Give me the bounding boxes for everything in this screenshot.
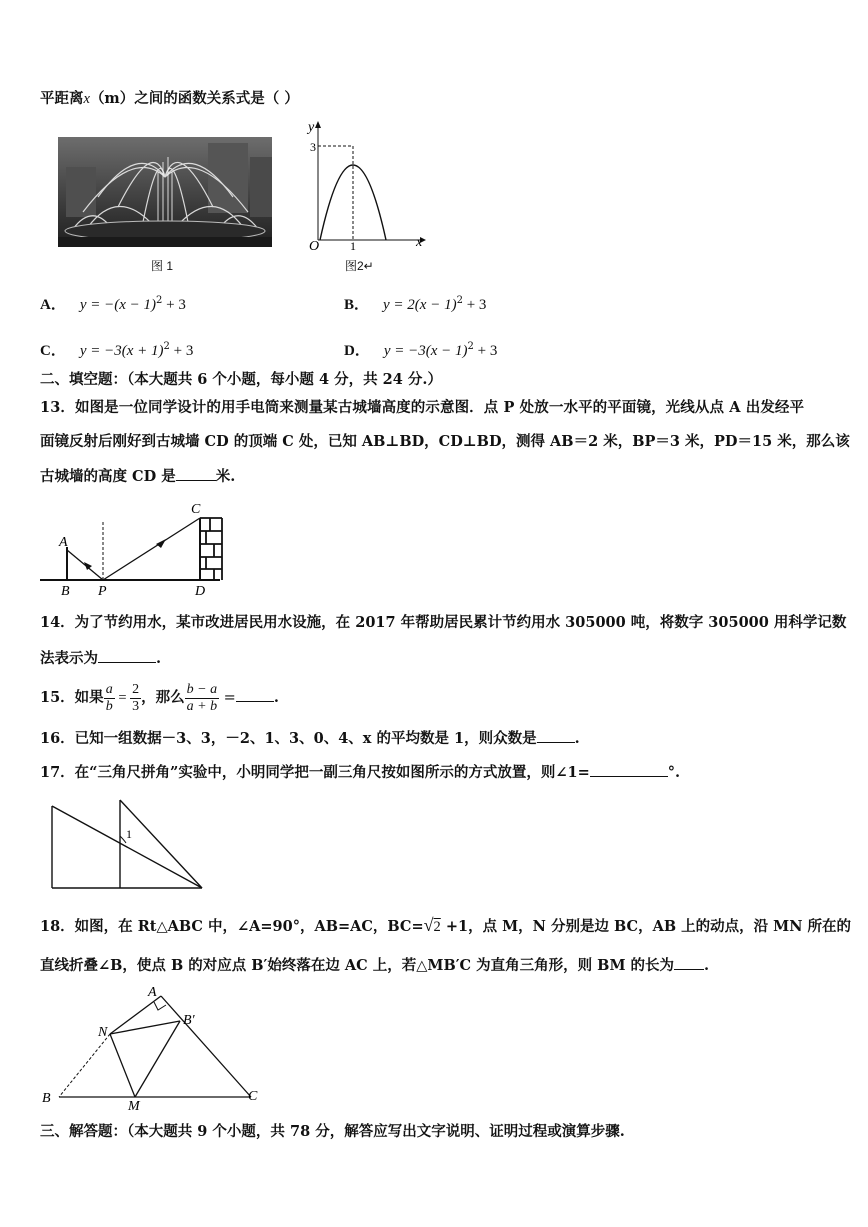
svg-text:P: P bbox=[98, 584, 107, 599]
q17-figure bbox=[52, 798, 212, 893]
q15-answer-blank[interactable] bbox=[236, 687, 274, 702]
q16-line: 16．已知一组数据－3、3，－2、1、3、0、4、x 的平均数是 1，则众数是 . bbox=[40, 730, 580, 747]
svg-text:B: B bbox=[42, 1091, 51, 1106]
option-b[interactable]: B． $y = 2(x - 1)^2 + 3$ bbox=[344, 295, 487, 313]
svg-text:D: D bbox=[195, 584, 206, 599]
q18-figure bbox=[38, 984, 268, 1114]
svg-text:A: A bbox=[148, 985, 157, 1000]
svg-text:M: M bbox=[128, 1099, 140, 1114]
q14-line1: 14．为了节约用水，某市改进居民用水设施，在 2017 年帮助居民累计节约用水 305000 吨，将数字 305000 用科学记数 bbox=[40, 614, 847, 631]
fig2-caption: 图2↵ bbox=[345, 259, 374, 273]
svg-text:C: C bbox=[248, 1089, 258, 1104]
q18-answer-blank[interactable] bbox=[674, 955, 704, 970]
svg-text:N: N bbox=[98, 1025, 108, 1040]
q15-line: 15．如果 $\frac{a}{b}$ = $\frac{2}{3}$ ，那么 $\frac{b - a}{a + b}$ = . bbox=[40, 681, 279, 714]
parabola-graph bbox=[298, 118, 428, 253]
q12-stem: 平距离x（m）之间的函数关系式是（ ） bbox=[40, 90, 299, 107]
x-axis-label: x bbox=[416, 235, 423, 250]
option-d[interactable]: D． $y = -3(x - 1)^2 + 3$ bbox=[344, 341, 498, 359]
fig1-caption: 图 1 bbox=[151, 259, 174, 273]
q13-answer-blank[interactable] bbox=[176, 466, 216, 481]
svg-text:B′: B′ bbox=[183, 1013, 195, 1028]
y-axis-label: y bbox=[308, 120, 315, 135]
xtick-label: 1 bbox=[350, 239, 356, 253]
section2-title: 二、填空题：（本大题共 6 个小题，每小题 4 分，共 24 分.） bbox=[40, 371, 442, 388]
q13-line3: 古城墙的高度 CD 是 米. bbox=[40, 468, 236, 485]
q13-line2: 面镜反射后刚好到古城墙 CD 的顶端 C 处，已知 AB⊥BD，CD⊥BD，测得 AB＝2 米，BP＝3 米，PD＝15 米，那么该 bbox=[40, 433, 850, 450]
svg-text:A: A bbox=[59, 535, 68, 550]
q13-figure bbox=[40, 500, 230, 600]
wall-bricks bbox=[200, 518, 222, 580]
q13-line1: 13．如图是一位同学设计的用手电筒来测量某古城墙高度的示意图．点 P 处放一水平的平面镜，光线从点 A 出发经平 bbox=[40, 399, 805, 416]
q18-line1: 18．如图，在 Rt△ABC 中，∠A=90°，AB=AC，BC=√2 +1，点 M，N 分别是边 BC，AB 上的动点，沿 MN 所在的 bbox=[40, 915, 852, 935]
option-c[interactable]: C． $y = -3(x + 1)^2 + 3$ bbox=[40, 341, 194, 359]
section3-title: 三、解答题：（本大题共 9 个小题，共 78 分，解答应写出文字说明、证明过程或演算步骤. bbox=[40, 1123, 625, 1140]
svg-text:B: B bbox=[61, 584, 70, 599]
q16-answer-blank[interactable] bbox=[537, 728, 575, 743]
q17-answer-blank[interactable] bbox=[590, 762, 668, 777]
svg-text:C: C bbox=[191, 502, 201, 517]
q17-line: 17．在“三角尺拼角”实验中，小明同学把一副三角尺按如图所示的方式放置，则∠1= °. bbox=[40, 764, 681, 781]
origin-label: O bbox=[309, 239, 320, 254]
option-a[interactable]: A． $y = -(x - 1)^2 + 3$ bbox=[40, 295, 186, 313]
q14-answer-blank[interactable] bbox=[98, 648, 156, 663]
angle-1-label: 1 bbox=[126, 827, 132, 841]
q18-line2: 直线折叠∠B，使点 B 的对应点 B′始终落在边 AC 上，若△MB′C 为直角三角形，则 BM 的长为 . bbox=[40, 957, 710, 974]
ymax-label: 3 bbox=[310, 140, 316, 154]
q14-line2: 法表示为 . bbox=[40, 650, 162, 667]
arrow-icon bbox=[156, 539, 166, 548]
fountain-photo bbox=[58, 137, 272, 247]
